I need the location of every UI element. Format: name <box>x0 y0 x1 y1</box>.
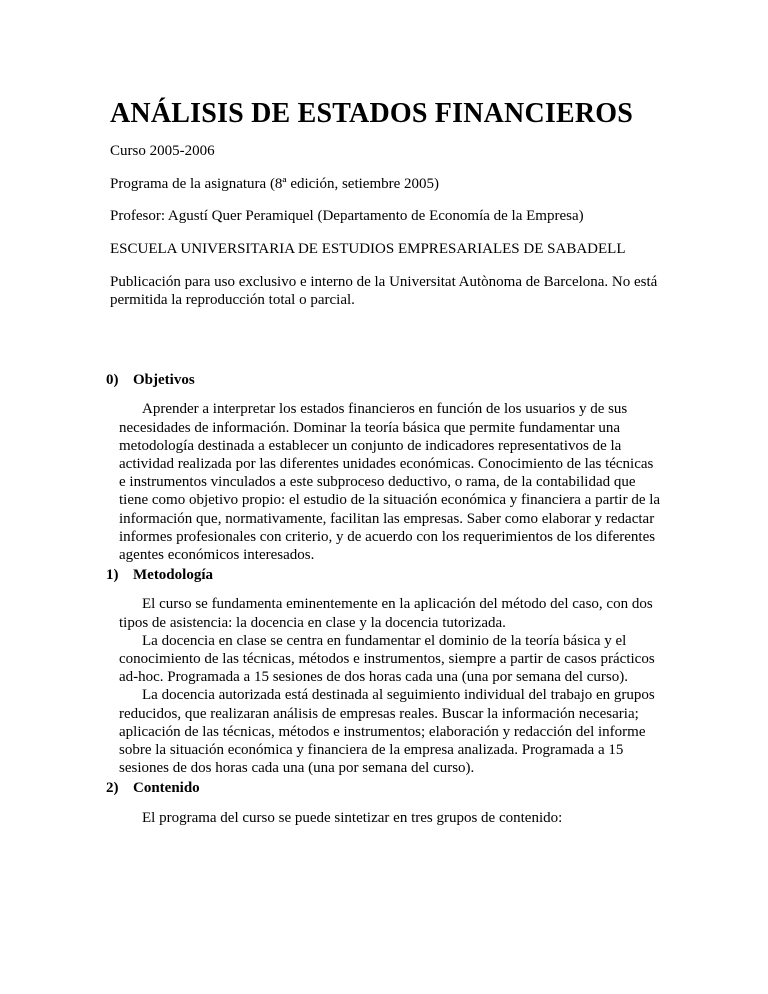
section-title: Objetivos <box>133 372 195 389</box>
section-body-objetivos <box>119 400 662 564</box>
section-paragraph: El programa del curso se puede sintetizar en tres grupos de contenido: <box>142 809 563 826</box>
section-title: Contenido <box>133 780 200 797</box>
publication-notice: Publicación para uso exclusivo e interno de la Universitat Autònoma de Barcelona. No está permitida la reproducción total o parcial. <box>110 273 658 309</box>
course-year-line: Curso 2005-2006 <box>110 143 215 159</box>
section-heading-contenido <box>106 779 662 797</box>
section-paragraph: El curso se fundamenta eminentemente en la aplicación del método del caso, con dos tipos de asistencia: la docencia en clase y la docencia tutorizada. <box>119 596 653 631</box>
professor-line: Profesor: Agustí Quer Peramiquel (Departamento de Economía de la Empresa) <box>110 208 584 225</box>
section-body-metodologia <box>119 595 662 777</box>
section-title: Metodología <box>133 567 213 584</box>
section-paragraph: Aprender a interpretar los estados financieros en función de los usuarios y de sus necesidades de información. Dominar la teoría básica que permite fundamentar una metodología destinada a establecer un conjunto de indicadores representativos de la actividad realizada por las diferentes unidades económicas. Conocimiento de las técnicas e instrumentos vinculados a este subproceso deductivo, o rama, de la contabilidad que tiene como objetivo propio: el estudio de la situación económica y financiera a partir de la información que, normativamente, facilitan las empresas. Saber como elaborar y redactar informes profesionales con criterio, y de acuerdo con los requerimientos de los diferentes agentes económicos interesados. <box>119 401 661 564</box>
section-paragraph: La docencia en clase se centra en fundamentar el dominio de la teoría básica y el conocimiento de las técnicas, métodos e instrumentos, siempre a partir de casos prácticos ad-hoc. Programada a 15 sesiones de dos horas cada una (una por semana del curso). <box>119 632 655 686</box>
section-number: 2) <box>106 780 119 797</box>
section-contenido <box>106 779 662 826</box>
section-number: 1) <box>106 567 119 584</box>
section-heading-objetivos <box>106 371 662 389</box>
section-heading-metodologia <box>106 566 662 584</box>
section-body-contenido <box>119 809 662 827</box>
section-number: 0) <box>106 372 119 389</box>
section-metodologia <box>106 566 662 777</box>
program-edition-line: Programa de la asignatura (8ª edición, setiembre 2005) <box>110 175 440 192</box>
page-title: ANÁLISIS DE ESTADOS FINANCIEROS <box>110 98 634 129</box>
school-line: ESCUELA UNIVERSITARIA DE ESTUDIOS EMPRESARIALES DE SABADELL <box>110 241 626 258</box>
section-paragraph: La docencia autorizada está destinada al seguimiento individual del trabajo en grupos reducidos, que realizaran análisis de empresas reales. Buscar la información necesaria; aplicación de las técnicas, métodos e instrumentos; elaboración y redacción del informe sobre la situación económica y financiera de la empresa analizada. Programada a 15 sesiones de dos horas cada una (una por semana del curso). <box>119 687 655 777</box>
section-objetivos <box>106 371 662 564</box>
